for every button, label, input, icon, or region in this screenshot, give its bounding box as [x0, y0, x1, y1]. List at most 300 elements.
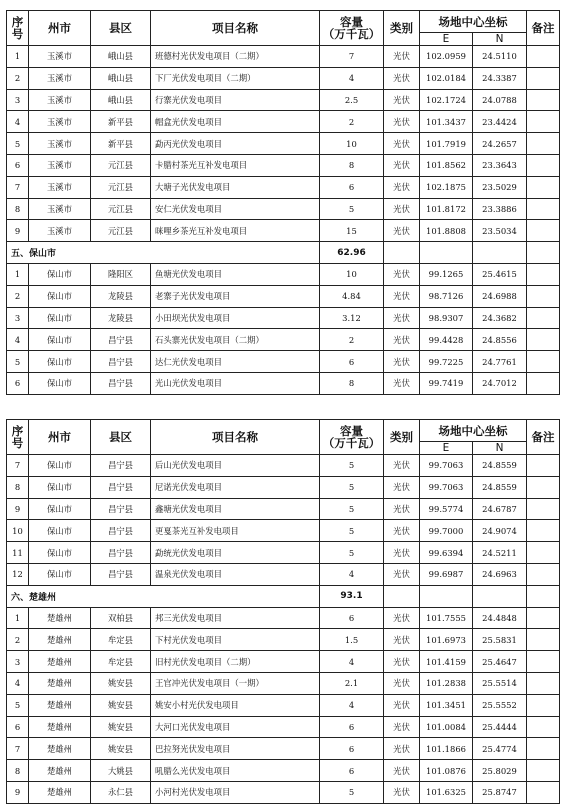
- cell-seq: 6: [7, 716, 29, 738]
- header-n: N: [473, 33, 527, 46]
- cell-coord-n: 24.7761: [473, 351, 527, 373]
- cell-capacity: 6: [320, 738, 384, 760]
- cell-remark: [527, 154, 560, 176]
- cell-coord-n: 24.7012: [473, 372, 527, 394]
- cell-seq: 12: [7, 563, 29, 585]
- cell-city: 保山市: [29, 285, 91, 307]
- cell-capacity: 5: [320, 198, 384, 220]
- cell-county: 昌宁县: [91, 563, 151, 585]
- cell-remark: [527, 67, 560, 89]
- cell-project-name: 王官冲光伏发电项目（一期）: [151, 672, 320, 694]
- cell-city: 玉溪市: [29, 154, 91, 176]
- cell-category: 光伏: [384, 607, 420, 629]
- cell-county: 牟定县: [91, 651, 151, 673]
- cell-capacity: 5: [320, 781, 384, 803]
- table-row: [7, 672, 560, 694]
- cell-county: 昌宁县: [91, 520, 151, 542]
- cell-county: 新平县: [91, 133, 151, 155]
- table-row: [7, 760, 560, 782]
- cell-project-name: 温泉光伏发电项目: [151, 563, 320, 585]
- cell-county: 姚安县: [91, 716, 151, 738]
- cell-city: 玉溪市: [29, 176, 91, 198]
- cell-project-name: 老寨子光伏发电项目: [151, 285, 320, 307]
- cell-seq: 6: [7, 372, 29, 394]
- cell-seq: 2: [7, 67, 29, 89]
- empty-cell: [527, 585, 560, 607]
- cell-seq: 1: [7, 263, 29, 285]
- table-row: [7, 46, 560, 68]
- cell-remark: [527, 716, 560, 738]
- cell-city: 保山市: [29, 476, 91, 498]
- cell-coord-n: 25.5831: [473, 629, 527, 651]
- header-e: E: [420, 33, 473, 46]
- table1-group: [7, 242, 560, 264]
- cell-project-name: 大河口光伏发电项目: [151, 716, 320, 738]
- cell-city: 保山市: [29, 372, 91, 394]
- cell-county: 大姚县: [91, 760, 151, 782]
- cell-coord-e: 101.7919: [420, 133, 473, 155]
- group-label: 六、楚雄州: [7, 585, 320, 607]
- empty-cell: [384, 242, 420, 264]
- cell-coord-e: 102.0959: [420, 46, 473, 68]
- cell-category: 光伏: [384, 89, 420, 111]
- cell-remark: [527, 498, 560, 520]
- cell-coord-e: 99.6987: [420, 563, 473, 585]
- cell-capacity: 5: [320, 542, 384, 564]
- cell-coord-e: 102.0184: [420, 67, 473, 89]
- cell-coord-e: 101.4159: [420, 651, 473, 673]
- cell-capacity: 3.12: [320, 307, 384, 329]
- table-row: [7, 133, 560, 155]
- cell-project-name: 下厂光伏发电项目（二期）: [151, 67, 320, 89]
- table2-group: [7, 585, 560, 607]
- cell-category: 光伏: [384, 329, 420, 351]
- cell-county: 昌宁县: [91, 329, 151, 351]
- cell-county: 姚安县: [91, 694, 151, 716]
- cell-seq: 8: [7, 476, 29, 498]
- cell-city: 楚雄州: [29, 694, 91, 716]
- cell-coord-n: 25.5514: [473, 672, 527, 694]
- cell-county: 峨山县: [91, 89, 151, 111]
- cell-coord-e: 101.8172: [420, 198, 473, 220]
- cell-category: 光伏: [384, 694, 420, 716]
- empty-cell: [384, 585, 420, 607]
- cell-category: 光伏: [384, 738, 420, 760]
- cell-coord-n: 23.3886: [473, 198, 527, 220]
- cell-seq: 8: [7, 198, 29, 220]
- table-row: [7, 220, 560, 242]
- cell-category: 光伏: [384, 263, 420, 285]
- cell-coord-n: 25.4774: [473, 738, 527, 760]
- cell-coord-n: 24.5211: [473, 542, 527, 564]
- cell-county: 牟定县: [91, 629, 151, 651]
- cell-county: 昌宁县: [91, 351, 151, 373]
- cell-remark: [527, 760, 560, 782]
- cell-city: 玉溪市: [29, 67, 91, 89]
- cell-remark: [527, 329, 560, 351]
- cell-coord-e: 101.7555: [420, 607, 473, 629]
- header-county: 县区: [91, 420, 151, 455]
- cell-project-name: 安仁光伏发电项目: [151, 198, 320, 220]
- table-row: [7, 89, 560, 111]
- cell-city: 楚雄州: [29, 760, 91, 782]
- cell-county: 新平县: [91, 111, 151, 133]
- cell-seq: 9: [7, 220, 29, 242]
- cell-city: 保山市: [29, 563, 91, 585]
- cell-category: 光伏: [384, 307, 420, 329]
- cell-remark: [527, 133, 560, 155]
- cell-category: 光伏: [384, 760, 420, 782]
- cell-city: 玉溪市: [29, 133, 91, 155]
- cell-seq: 5: [7, 351, 29, 373]
- cell-category: 光伏: [384, 198, 420, 220]
- cell-remark: [527, 111, 560, 133]
- cell-capacity: 10: [320, 133, 384, 155]
- header-capacity-line2: （万千瓦）: [322, 436, 381, 450]
- cell-coord-e: 99.7225: [420, 351, 473, 373]
- header-capacity: [320, 420, 384, 455]
- cell-remark: [527, 607, 560, 629]
- cell-remark: [527, 351, 560, 373]
- cell-remark: [527, 542, 560, 564]
- cell-city: 楚雄州: [29, 738, 91, 760]
- cell-project-name: 大塘子光伏发电项目: [151, 176, 320, 198]
- cell-project-name: 下村光伏发电项目: [151, 629, 320, 651]
- table2-section-a: [7, 455, 560, 586]
- cell-seq: 3: [7, 89, 29, 111]
- cell-category: 光伏: [384, 520, 420, 542]
- cell-seq: 6: [7, 154, 29, 176]
- table-row: [7, 455, 560, 477]
- cell-seq: 3: [7, 651, 29, 673]
- cell-capacity: 4: [320, 67, 384, 89]
- cell-coord-e: 101.3451: [420, 694, 473, 716]
- project-table-page-1: [6, 10, 560, 395]
- cell-city: 保山市: [29, 307, 91, 329]
- cell-category: 光伏: [384, 781, 420, 803]
- cell-coord-n: 23.4424: [473, 111, 527, 133]
- cell-city: 保山市: [29, 263, 91, 285]
- cell-city: 保山市: [29, 498, 91, 520]
- table-row: [7, 198, 560, 220]
- cell-remark: [527, 476, 560, 498]
- cell-county: 龙陵县: [91, 285, 151, 307]
- table-row: [7, 351, 560, 373]
- cell-coord-n: 24.0788: [473, 89, 527, 111]
- cell-coord-n: 24.8559: [473, 476, 527, 498]
- header-capacity: [320, 11, 384, 46]
- cell-coord-e: 98.7126: [420, 285, 473, 307]
- cell-capacity: 1.5: [320, 629, 384, 651]
- cell-capacity: 2.5: [320, 89, 384, 111]
- cell-coord-e: 101.3437: [420, 111, 473, 133]
- header-project: 项目名称: [151, 11, 320, 46]
- cell-coord-e: 101.1866: [420, 738, 473, 760]
- cell-coord-e: 102.1724: [420, 89, 473, 111]
- header-project: 项目名称: [151, 420, 320, 455]
- table-row: [7, 781, 560, 803]
- cell-city: 保山市: [29, 520, 91, 542]
- cell-project-name: 光山光伏发电项目: [151, 372, 320, 394]
- cell-city: 玉溪市: [29, 111, 91, 133]
- cell-coord-n: 24.6988: [473, 285, 527, 307]
- cell-coord-n: 25.8029: [473, 760, 527, 782]
- cell-seq: 7: [7, 176, 29, 198]
- cell-capacity: 10: [320, 263, 384, 285]
- empty-cell: [420, 585, 473, 607]
- cell-project-name: 石头寨光伏发电项目（二期）: [151, 329, 320, 351]
- table-row: [7, 111, 560, 133]
- cell-project-name: 邦三光伏发电项目: [151, 607, 320, 629]
- cell-seq: 9: [7, 498, 29, 520]
- cell-coord-n: 24.8556: [473, 329, 527, 351]
- cell-city: 楚雄州: [29, 672, 91, 694]
- cell-category: 光伏: [384, 455, 420, 477]
- cell-coord-e: 99.7063: [420, 455, 473, 477]
- cell-coord-n: 24.6787: [473, 498, 527, 520]
- table-row: [7, 694, 560, 716]
- cell-seq: 7: [7, 738, 29, 760]
- cell-project-name: 巴拉努光伏发电项目: [151, 738, 320, 760]
- cell-coord-e: 101.8808: [420, 220, 473, 242]
- cell-project-name: 吼腊么光伏发电项目: [151, 760, 320, 782]
- cell-city: 楚雄州: [29, 629, 91, 651]
- cell-county: 昌宁县: [91, 455, 151, 477]
- cell-county: 双柏县: [91, 607, 151, 629]
- cell-project-name: 小田坝光伏发电项目: [151, 307, 320, 329]
- cell-remark: [527, 781, 560, 803]
- cell-category: 光伏: [384, 46, 420, 68]
- cell-remark: [527, 176, 560, 198]
- cell-seq: 2: [7, 285, 29, 307]
- cell-coord-e: 99.7000: [420, 520, 473, 542]
- cell-coord-n: 24.9074: [473, 520, 527, 542]
- header-n: N: [473, 442, 527, 455]
- cell-county: 元江县: [91, 220, 151, 242]
- table-row: [7, 629, 560, 651]
- cell-project-name: 卡腊村茶光互补发电项目: [151, 154, 320, 176]
- cell-coord-n: 25.4444: [473, 716, 527, 738]
- table-row: [7, 329, 560, 351]
- cell-capacity: 4: [320, 651, 384, 673]
- table-row: [7, 67, 560, 89]
- table-row: [7, 498, 560, 520]
- cell-seq: 4: [7, 672, 29, 694]
- project-table-page-2: [6, 419, 560, 804]
- cell-capacity: 7: [320, 46, 384, 68]
- cell-county: 峨山县: [91, 67, 151, 89]
- cell-coord-n: 23.3643: [473, 154, 527, 176]
- cell-county: 昌宁县: [91, 498, 151, 520]
- cell-remark: [527, 263, 560, 285]
- cell-remark: [527, 672, 560, 694]
- cell-coord-e: 102.1875: [420, 176, 473, 198]
- cell-remark: [527, 220, 560, 242]
- group-row: [7, 242, 560, 264]
- cell-project-name: 行寨光伏发电项目: [151, 89, 320, 111]
- cell-category: 光伏: [384, 285, 420, 307]
- cell-county: 昌宁县: [91, 476, 151, 498]
- cell-category: 光伏: [384, 154, 420, 176]
- cell-seq: 4: [7, 111, 29, 133]
- cell-capacity: 4: [320, 694, 384, 716]
- cell-capacity: 8: [320, 372, 384, 394]
- cell-city: 玉溪市: [29, 198, 91, 220]
- table-row: [7, 716, 560, 738]
- cell-project-name: 姚安小村光伏发电项目: [151, 694, 320, 716]
- cell-coord-e: 101.8562: [420, 154, 473, 176]
- header-capacity-line2: （万千瓦）: [322, 27, 381, 41]
- cell-category: 光伏: [384, 498, 420, 520]
- group-row: [7, 585, 560, 607]
- cell-county: 龙陵县: [91, 307, 151, 329]
- cell-capacity: 4.84: [320, 285, 384, 307]
- cell-county: 峨山县: [91, 46, 151, 68]
- cell-coord-n: 25.4615: [473, 263, 527, 285]
- cell-project-name: 更戛茶光互补发电项目: [151, 520, 320, 542]
- cell-capacity: 5: [320, 498, 384, 520]
- cell-remark: [527, 198, 560, 220]
- cell-seq: 1: [7, 46, 29, 68]
- cell-coord-n: 24.2657: [473, 133, 527, 155]
- cell-capacity: 15: [320, 220, 384, 242]
- cell-project-name: 帽盒光伏发电项目: [151, 111, 320, 133]
- cell-project-name: 鑫塘光伏发电项目: [151, 498, 320, 520]
- table1-section-b: [7, 263, 560, 394]
- cell-category: 光伏: [384, 67, 420, 89]
- cell-seq: 4: [7, 329, 29, 351]
- cell-coord-n: 23.5029: [473, 176, 527, 198]
- header-remark: 备注: [527, 420, 560, 455]
- cell-remark: [527, 629, 560, 651]
- empty-cell: [420, 242, 473, 264]
- cell-city: 保山市: [29, 351, 91, 373]
- cell-capacity: 8: [320, 154, 384, 176]
- empty-cell: [473, 242, 527, 264]
- table-row: [7, 285, 560, 307]
- cell-category: 光伏: [384, 176, 420, 198]
- cell-coord-e: 99.7063: [420, 476, 473, 498]
- cell-capacity: 4: [320, 563, 384, 585]
- cell-coord-e: 101.2838: [420, 672, 473, 694]
- cell-coord-e: 101.6325: [420, 781, 473, 803]
- cell-coord-n: 25.5552: [473, 694, 527, 716]
- cell-remark: [527, 455, 560, 477]
- cell-city: 玉溪市: [29, 220, 91, 242]
- table-row: [7, 263, 560, 285]
- cell-coord-n: 24.5110: [473, 46, 527, 68]
- table-row: [7, 154, 560, 176]
- header-seq: 序号: [7, 11, 29, 46]
- cell-city: 楚雄州: [29, 781, 91, 803]
- cell-category: 光伏: [384, 563, 420, 585]
- cell-seq: 9: [7, 781, 29, 803]
- cell-county: 姚安县: [91, 672, 151, 694]
- cell-capacity: 2: [320, 329, 384, 351]
- table1-section-a: [7, 46, 560, 242]
- cell-seq: 10: [7, 520, 29, 542]
- cell-city: 楚雄州: [29, 716, 91, 738]
- table-row: [7, 372, 560, 394]
- cell-project-name: 班德村光伏发电项目（二期）: [151, 46, 320, 68]
- cell-remark: [527, 372, 560, 394]
- cell-county: 元江县: [91, 198, 151, 220]
- cell-seq: 5: [7, 133, 29, 155]
- cell-remark: [527, 520, 560, 542]
- cell-capacity: 5: [320, 520, 384, 542]
- cell-city: 保山市: [29, 542, 91, 564]
- header-city: 州市: [29, 420, 91, 455]
- cell-seq: 8: [7, 760, 29, 782]
- table-row: [7, 738, 560, 760]
- cell-coord-n: 24.6963: [473, 563, 527, 585]
- cell-category: 光伏: [384, 220, 420, 242]
- cell-city: 保山市: [29, 455, 91, 477]
- cell-seq: 7: [7, 455, 29, 477]
- cell-coord-n: 25.4647: [473, 651, 527, 673]
- cell-project-name: 勐丙光伏发电项目: [151, 133, 320, 155]
- cell-capacity: 2: [320, 111, 384, 133]
- cell-project-name: 咪哩乡茶光互补发电项目: [151, 220, 320, 242]
- cell-remark: [527, 307, 560, 329]
- cell-project-name: 尼诺光伏发电项目: [151, 476, 320, 498]
- cell-project-name: 勐统光伏发电项目: [151, 542, 320, 564]
- cell-capacity: 6: [320, 607, 384, 629]
- cell-county: 隆阳区: [91, 263, 151, 285]
- cell-capacity: 6: [320, 351, 384, 373]
- cell-project-name: 达仁光伏发电项目: [151, 351, 320, 373]
- header-seq: 序号: [7, 420, 29, 455]
- table-row: [7, 176, 560, 198]
- cell-category: 光伏: [384, 133, 420, 155]
- header-city: 州市: [29, 11, 91, 46]
- empty-cell: [473, 585, 527, 607]
- cell-city: 玉溪市: [29, 89, 91, 111]
- cell-county: 昌宁县: [91, 372, 151, 394]
- cell-coord-n: 24.3387: [473, 67, 527, 89]
- cell-coord-e: 99.7419: [420, 372, 473, 394]
- cell-county: 元江县: [91, 176, 151, 198]
- table2-section-b: [7, 607, 560, 803]
- cell-category: 光伏: [384, 672, 420, 694]
- cell-coord-e: 98.9307: [420, 307, 473, 329]
- cell-seq: 11: [7, 542, 29, 564]
- cell-county: 元江县: [91, 154, 151, 176]
- header-category: 类别: [384, 420, 420, 455]
- cell-remark: [527, 563, 560, 585]
- cell-capacity: 5: [320, 476, 384, 498]
- header-remark: 备注: [527, 11, 560, 46]
- cell-seq: 3: [7, 307, 29, 329]
- cell-coord-e: 101.0876: [420, 760, 473, 782]
- cell-county: 永仁县: [91, 781, 151, 803]
- cell-category: 光伏: [384, 476, 420, 498]
- cell-category: 光伏: [384, 372, 420, 394]
- cell-category: 光伏: [384, 651, 420, 673]
- cell-remark: [527, 694, 560, 716]
- table-row: [7, 563, 560, 585]
- cell-category: 光伏: [384, 351, 420, 373]
- cell-category: 光伏: [384, 629, 420, 651]
- cell-category: 光伏: [384, 716, 420, 738]
- cell-capacity: 5: [320, 455, 384, 477]
- cell-capacity: 6: [320, 716, 384, 738]
- header-e: E: [420, 442, 473, 455]
- cell-seq: 2: [7, 629, 29, 651]
- header-coords: 场地中心坐标: [420, 420, 527, 442]
- cell-project-name: 小河村光伏发电项目: [151, 781, 320, 803]
- cell-category: 光伏: [384, 542, 420, 564]
